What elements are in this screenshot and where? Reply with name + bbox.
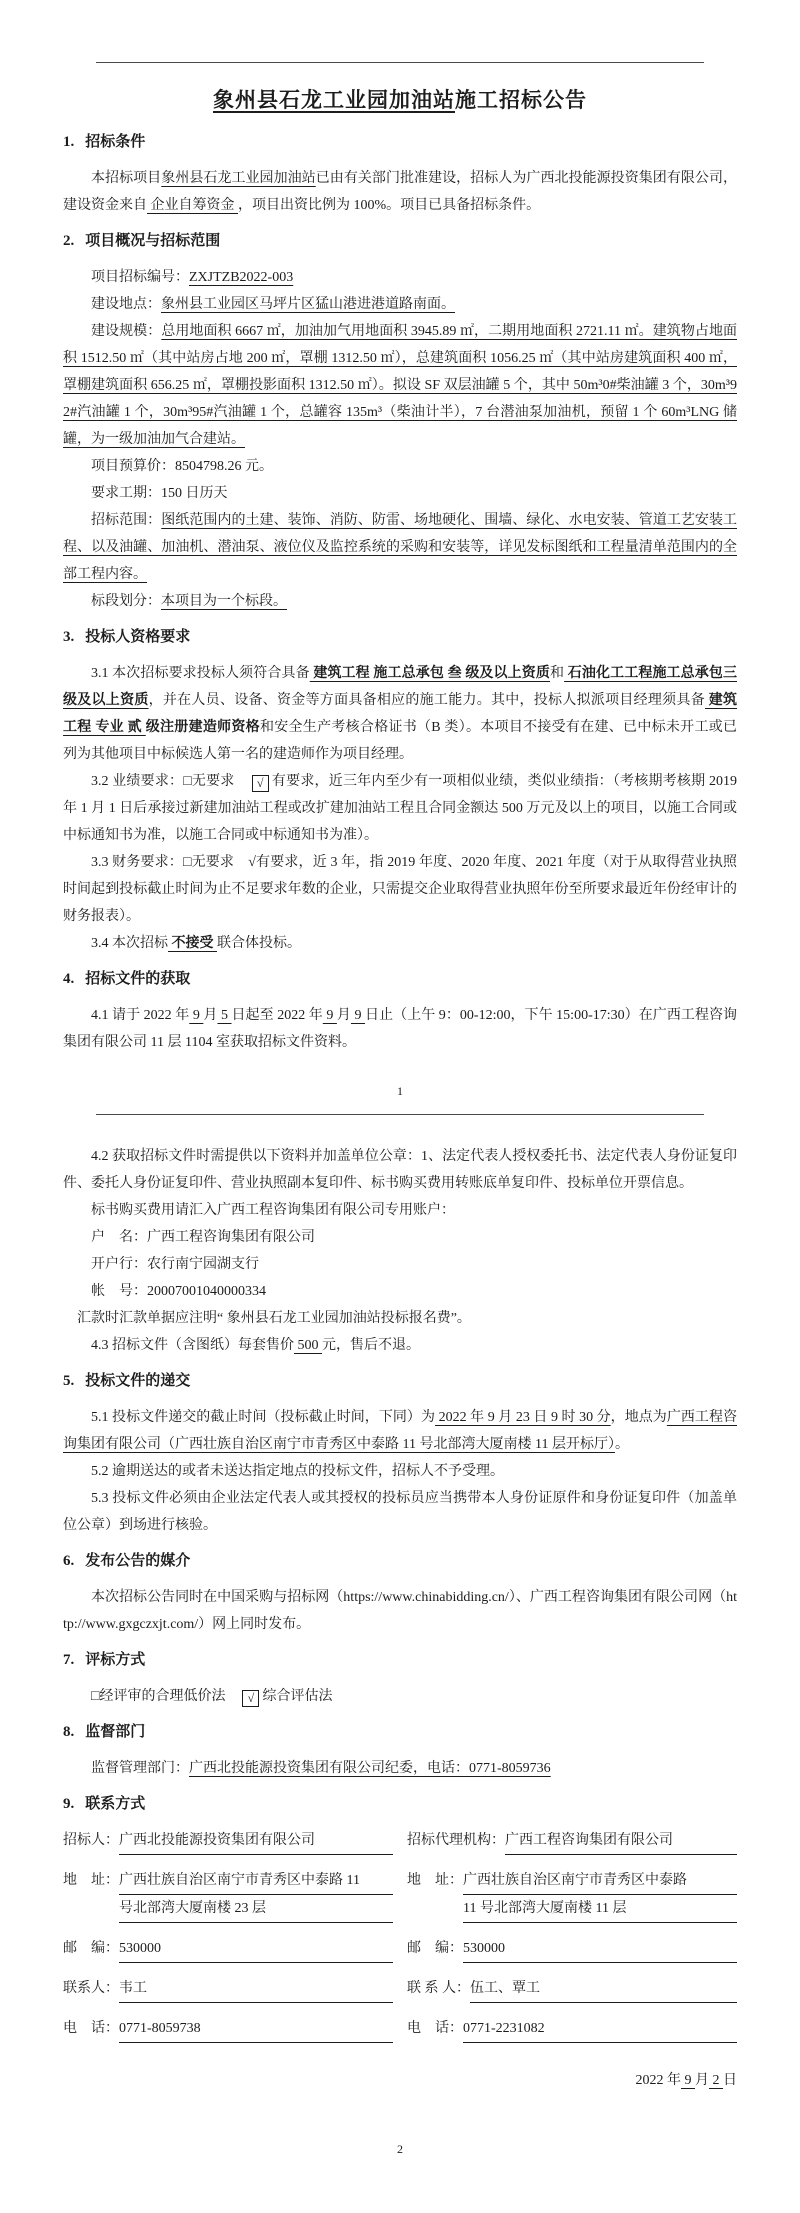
para-bank: 开户行：农行南宁园湖支行 bbox=[91, 1257, 259, 1272]
contact-row-org bbox=[63, 1827, 737, 1855]
para-evaluation-method: □经评审的合理低价法 √ 综合评估法 bbox=[91, 1689, 333, 1705]
doc-title: 象州县石龙工业园加油站施工招标公告 bbox=[213, 88, 587, 112]
tenderer-address-label: 地 址： bbox=[63, 1873, 119, 1888]
contact-row-phone bbox=[63, 2015, 737, 2043]
tenderer-postcode-cell bbox=[63, 1935, 393, 1963]
para-late-submission: 5.2 逾期送达的或者未送达指定地点的投标文件，招标人不予受理。 bbox=[91, 1464, 504, 1479]
tenderer-person-cell bbox=[63, 1975, 393, 2003]
contact-row-address bbox=[63, 1867, 737, 1923]
agency-cell bbox=[407, 1827, 737, 1855]
tenderer-phone-label: 电 话： bbox=[63, 2021, 119, 2036]
para-qualification: 3.1 本次招标要求投标人须符合具备 建筑工程 施工总承包 叁 级及以上资质和 石油化工工程施工总承包三级及以上资质，并在人员、设备、资金等方面具备相应的施工能力。其中，投标人拟派项目经理须具备 建筑工程 专业 贰 级注册建造师资格和安全生产考核合格证书（B 类）。本项目不接受有在建、已中标未开工或已列为其他项目中标候选人第一名的建造师作为项目经理。 bbox=[63, 666, 738, 762]
page2-top-border bbox=[96, 1114, 704, 1115]
tenderer-value: 广西北投能源投资集团有限公司 bbox=[119, 1827, 393, 1855]
section-1-label: 招标条件 bbox=[85, 134, 146, 150]
section-6-number: 6. bbox=[63, 1553, 75, 1569]
section-7-label: 评标方式 bbox=[85, 1652, 146, 1668]
para-remit-note: 汇款时汇款单据应注明“ 象州县石龙工业园加油站投标报名费”。 bbox=[77, 1311, 471, 1326]
para-account-number: 帐 号：20007001040000334 bbox=[91, 1284, 266, 1299]
section-7-number: 7. bbox=[63, 1652, 75, 1668]
agency-phone-value: 0771-2231082 bbox=[463, 2015, 737, 2043]
agency-person-cell bbox=[407, 1975, 737, 2003]
section-1-number: 1. bbox=[63, 134, 75, 150]
agency-label: 招标代理机构： bbox=[407, 1833, 505, 1848]
agency-phone-cell bbox=[407, 2015, 737, 2043]
tenderer-label: 招标人： bbox=[63, 1833, 119, 1848]
agency-postcode-label: 邮 编： bbox=[407, 1941, 463, 1956]
section-3-number: 3. bbox=[63, 629, 75, 645]
para-scope: 招标范围：图纸范围内的土建、装饰、消防、防雷、场地硬化、围墙、绿化、水电安装、管道工艺安装工程、以及油罐、加油机、潜油泵、液位仪及监控系统的采购和安装等，详见发标图纸和工程量清单范围内的全部工程内容。 bbox=[63, 513, 738, 582]
para-doc-price: 4.3 招标文件（含图纸）每套售价 500 元，售后不退。 bbox=[91, 1338, 420, 1353]
tenderer-postcode-value: 530000 bbox=[119, 1935, 393, 1963]
page1-top-border bbox=[96, 62, 704, 63]
tenderer-person-label: 联系人： bbox=[63, 1981, 119, 1996]
tenderer-address-line1: 广西壮族自治区南宁市青秀区中泰路 11 bbox=[119, 1867, 393, 1895]
contact-row-person bbox=[63, 1975, 737, 2003]
para-bid-conditions: 本招标项目象州县石龙工业园加油站已由有关部门批准建设，招标人为广西北投能源投资集团有限公司，建设资金来自 企业自筹资金 ，项目出资比例为 100%。项目已具备招标条件。 bbox=[63, 171, 738, 213]
tenderer-person-value: 韦工 bbox=[119, 1975, 393, 2003]
section-5-heading bbox=[63, 1368, 737, 1395]
tenderer-address-line2: 号北部湾大厦南楼 23 层 bbox=[119, 1895, 393, 1923]
para-duration: 要求工期：150 日历天 bbox=[91, 486, 228, 501]
section-9-label: 联系方式 bbox=[85, 1796, 146, 1812]
para-submit-verification: 5.3 投标文件必须由企业法定代表人或其授权的投标员应当携带本人身份证原件和身份证复印件（加盖单位公章）到场进行核验。 bbox=[63, 1491, 737, 1533]
para-doc-obtain-time: 4.1 请于 2022 年 9 月 5 日起至 2022 年 9 月 9 日止（上午 9：00-12:00，下午 15:00-17:30）在广西工程咨询集团有限公司 11 层 1104 室获取招标文件资料。 bbox=[63, 1008, 738, 1050]
section-3-heading bbox=[63, 624, 737, 651]
section-1-heading bbox=[63, 129, 737, 156]
agency-address-line2: 11 号北部湾大厦南楼 11 层 bbox=[463, 1895, 737, 1923]
section-3-label: 投标人资格要求 bbox=[85, 629, 191, 645]
para-budget: 项目预算价：8504798.26 元。 bbox=[91, 459, 273, 474]
para-payment-account-intro: 标书购买费用请汇入广西工程咨询集团有限公司专用账户： bbox=[91, 1203, 455, 1218]
section-8-number: 8. bbox=[63, 1724, 75, 1740]
tenderer-cell bbox=[63, 1827, 393, 1855]
section-9-heading bbox=[63, 1791, 737, 1818]
para-lot-division: 标段划分：本项目为一个标段。 bbox=[91, 594, 287, 609]
para-submit-deadline: 5.1 投标文件递交的截止时间（投标截止时间，下同）为 2022 年 9 月 23 日 9 时 30 分，地点为广西工程咨询集团有限公司（广西壮族自治区南宁市青秀区中泰路 11 号北部湾大厦南楼 11 层开标厅）。 bbox=[63, 1410, 738, 1452]
section-5-number: 5. bbox=[63, 1373, 75, 1389]
para-finance-req: 3.3 财务要求：□无要求 √有要求，近 3 年，指 2019 年度、2020 年度、2021 年度（对于从取得营业执照时间起到投标截止时间为止不足要求年数的企业，只需提交企业取得营业执照年份至所要求最近年份经审计的财务报表）。 bbox=[63, 855, 737, 924]
contact-row-postcode bbox=[63, 1935, 737, 1963]
section-8-label: 监督部门 bbox=[85, 1724, 146, 1740]
section-2-label: 项目概况与招标范围 bbox=[85, 233, 221, 249]
tenderer-address-cell bbox=[63, 1867, 393, 1923]
agency-person-label: 联 系 人： bbox=[407, 1981, 470, 1996]
para-build-site: 建设地点：象州县工业园区马坪片区猛山港进港道路南面。 bbox=[91, 297, 455, 312]
para-account-name: 户 名：广西工程咨询集团有限公司 bbox=[91, 1230, 315, 1245]
section-9-number: 9. bbox=[63, 1796, 75, 1812]
section-4-number: 4. bbox=[63, 971, 75, 987]
announcement-date: 2022 年 9 月 2 日 bbox=[635, 2073, 737, 2088]
para-consortium: 3.4 本次招标 不接受 联合体投标。 bbox=[91, 936, 301, 951]
section-6-label: 发布公告的媒介 bbox=[85, 1553, 191, 1569]
agency-postcode-value: 530000 bbox=[463, 1935, 737, 1963]
agency-postcode-cell bbox=[407, 1935, 737, 1963]
tenderer-postcode-label: 邮 编： bbox=[63, 1941, 119, 1956]
para-announcement-media: 本次招标公告同时在中国采购与招标网（https://www.chinabidding.cn/）、广西工程咨询集团有限公司网（http://www.gxgczxjt.com/）网上同时发布。 bbox=[63, 1590, 737, 1632]
section-4-heading bbox=[63, 966, 737, 993]
tenderer-phone-cell bbox=[63, 2015, 393, 2043]
tenderer-phone-value: 0771-8059738 bbox=[119, 2015, 393, 2043]
para-tender-code: 项目招标编号：ZXJTZB2022-003 bbox=[91, 270, 294, 285]
agency-address-cell bbox=[407, 1867, 737, 1923]
page-number-1: 1 bbox=[397, 1084, 403, 1098]
page-number-2: 2 bbox=[397, 2142, 403, 2156]
section-2-number: 2. bbox=[63, 233, 75, 249]
section-2-heading bbox=[63, 228, 737, 255]
para-build-scale: 建设规模：总用地面积 6667 ㎡，加油加气用地面积 3945.89 ㎡，二期用地面积 2721.11 ㎡。建筑物占地面积 1512.50 ㎡（其中站房占地 200 ㎡，罩棚 1312.50 ㎡），总建筑面积 1056.25 ㎡（其中站房建筑面积 400 ㎡，罩棚建筑面积 656.25 ㎡，罩棚投影面积 1312.50 ㎡）。拟设 SF 双层油罐 5 个，其中 50m³0#柴油罐 3 个，30m³92#汽油罐 1 个，30m³95#汽油罐 1 个，总罐容 135m³（柴油计半），7 台潜油泵加油机，预留 1 个 60m³LNG 储罐，为一级加油加气合建站。 bbox=[63, 324, 737, 447]
section-7-heading bbox=[63, 1647, 737, 1674]
agency-person-value: 伍工、覃工 bbox=[470, 1975, 737, 2003]
section-8-heading bbox=[63, 1719, 737, 1746]
agency-phone-label: 电 话： bbox=[407, 2021, 463, 2036]
contact-info-table bbox=[63, 1827, 737, 2043]
agency-address-line1: 广西壮族自治区南宁市青秀区中泰路 bbox=[463, 1867, 737, 1895]
para-performance-req: 3.2 业绩要求：□无要求 √ 有要求，近三年内至少有一项相似业绩，类似业绩指：（考核期考核期 2019 年 1 月 1 日后承接过新建加油站工程或改扩建加油站工程且合同金额达 500 万元及以上的项目，以施工合同或中标通知书为准，以施工合同或中标通知书为准）。 bbox=[63, 774, 737, 843]
section-5-label: 投标文件的递交 bbox=[85, 1373, 191, 1389]
section-6-heading bbox=[63, 1548, 737, 1575]
section-4-label: 招标文件的获取 bbox=[85, 971, 191, 987]
agency-value: 广西工程咨询集团有限公司 bbox=[505, 1827, 737, 1855]
para-supervision-dept: 监督管理部门：广西北投能源投资集团有限公司纪委，电话：0771-8059736 bbox=[91, 1761, 551, 1776]
para-doc-obtain-materials: 4.2 获取招标文件时需提供以下资料并加盖单位公章：1、法定代表人授权委托书、法定代表人身份证复印件、委托人身份证复印件、营业执照副本复印件、标书购买费用转账底单复印件、投标单位开票信息。 bbox=[63, 1149, 737, 1191]
agency-address-label: 地 址： bbox=[407, 1873, 463, 1888]
